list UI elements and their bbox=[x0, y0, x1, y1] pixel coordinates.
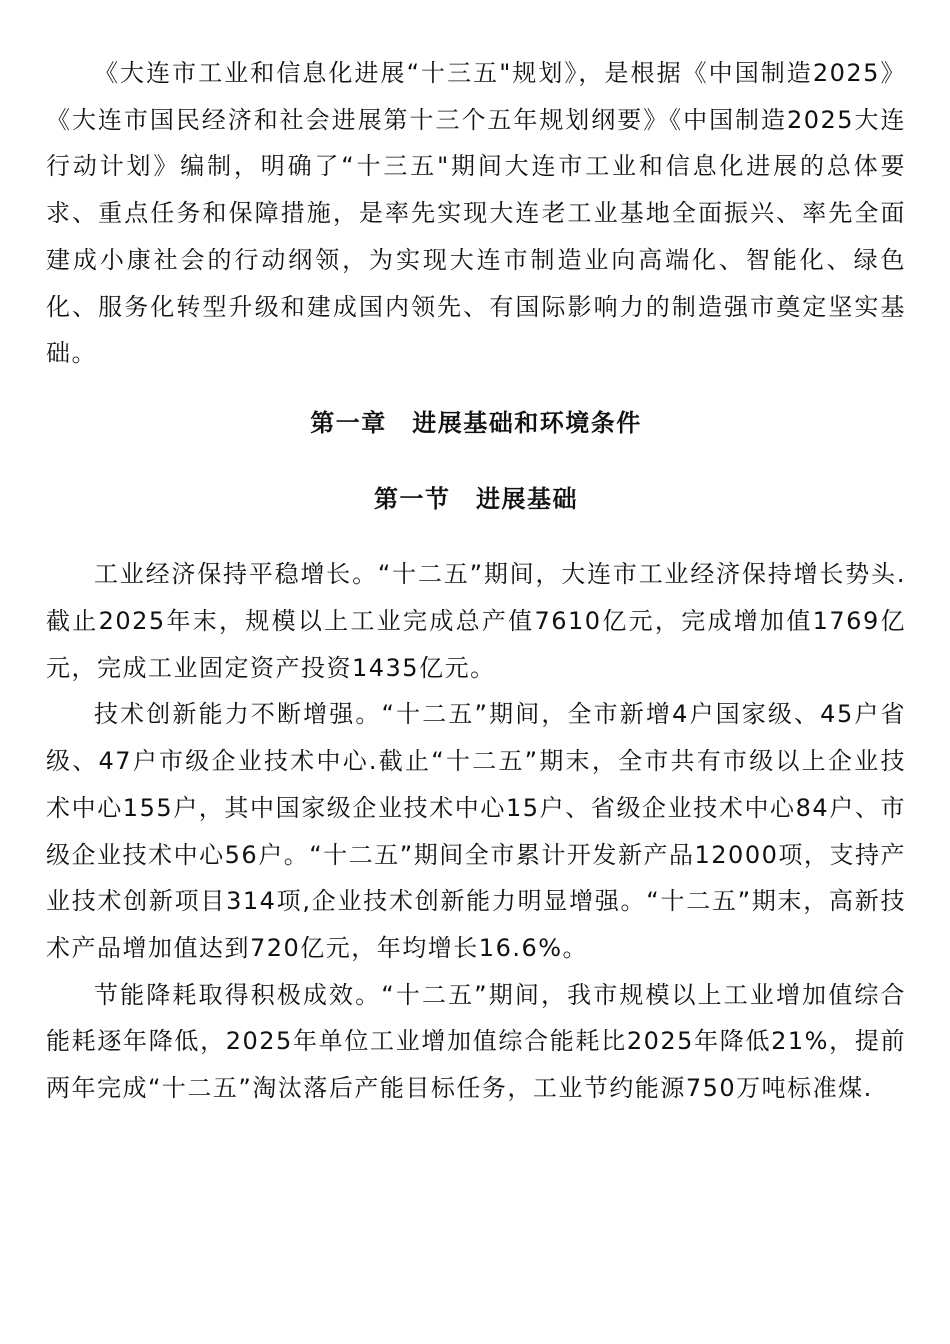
section-title: 第一节 进展基础 bbox=[374, 484, 578, 513]
paragraph-tech-innovation: 技术创新能力不断增强。“十二五”期间，全市新增4户国家级、45户省级、47户市级企业技术中心.截止“十二五”期末，全市共有市级以上企业技术中心155户，其中国家级企业技术中心15户、省级企业技术中心84户、市级企业技术中心56户。“十二五”期间全市累计开发新产品12000项，支持产业技术创新项目314项,企业技术创新能力明显增强。“十二五”期末，高新技术产品增加值达到720亿元，年均增长16.6%。 bbox=[46, 700, 906, 962]
paragraph-energy-saving: 节能降耗取得积极成效。“十二五”期间，我市规模以上工业增加值综合能耗逐年降低，2025年单位工业增加值综合能耗比2025年降低21%，提前两年完成“十二五”淘汰落后产能目标任务，工业节约能源750万吨标准煤. bbox=[46, 980, 906, 1103]
chapter-title: 第一章 进展基础和环境条件 bbox=[310, 408, 642, 437]
document-page bbox=[46, 50, 906, 1112]
paragraph-industrial-growth: 工业经济保持平稳增长。“十二五”期间，大连市工业经济保持增长势头.截止2025年末，规模以上工业完成总产值7610亿元，完成增加值1769亿元，完成工业固定资产投资1435亿元。 bbox=[46, 560, 906, 682]
intro-paragraph: 《大连市工业和信息化进展“十三五"规划》，是根据《中国制造2025》《大连市国民经济和社会进展第十三个五年规划纲要》《中国制造2025大连行动计划》编制，明确了“十三五"期间大连市工业和信息化进展的总体要求、重点任务和保障措施，是率先实现大连老工业基地全面振兴、率先全面建成小康社会的行动纲领，为实现大连市制造业向高端化、智能化、绿色化、服务化转型升级和建成国内领先、有国际影响力的制造强市奠定坚实基础。 bbox=[46, 59, 906, 368]
